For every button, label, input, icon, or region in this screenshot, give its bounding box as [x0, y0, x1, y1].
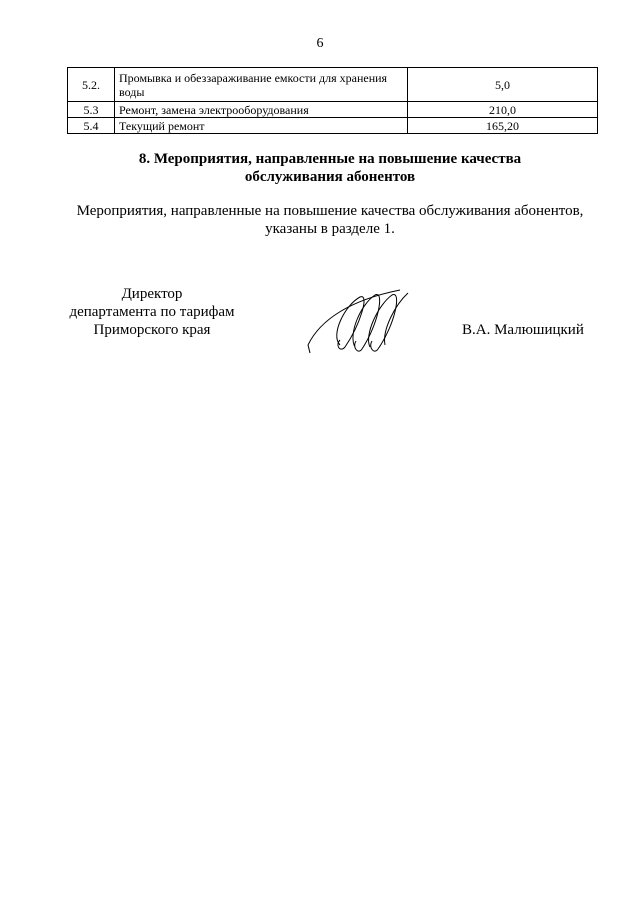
row-number: 5.3 [68, 102, 115, 118]
handwritten-signature [300, 285, 420, 360]
row-description: Текущий ремонт [115, 118, 408, 134]
row-value: 165,20 [408, 118, 598, 134]
table-row [68, 102, 598, 118]
signatory-title [52, 285, 252, 339]
cost-table [67, 67, 598, 134]
row-number: 5.2. [68, 68, 115, 102]
section-heading [0, 150, 640, 186]
text-line: Мероприятия, направленные на повышение качества обслуживания абонентов, [76, 203, 584, 219]
title-line: Приморского края [93, 322, 211, 338]
row-description: Ремонт, замена электрооборудования [115, 102, 408, 118]
title-line: департамента по тарифам [69, 304, 235, 320]
table-row [68, 68, 598, 102]
row-value: 5,0 [408, 68, 598, 102]
text-line: указаны в разделе 1. [265, 221, 395, 237]
title-line: Директор [121, 286, 183, 302]
signatory-name: В.А. Малюшицкий [462, 322, 584, 338]
heading-line: 8. Мероприятия, направленные на повышение качества [138, 151, 522, 167]
section-text [0, 202, 640, 238]
row-value: 210,0 [408, 102, 598, 118]
table-row [68, 118, 598, 134]
page-number: 6 [316, 36, 324, 51]
heading-line: обслуживания абонентов [244, 169, 416, 185]
row-number: 5.4 [68, 118, 115, 134]
row-description: Промывка и обеззараживание емкости для хранения воды [115, 68, 408, 102]
